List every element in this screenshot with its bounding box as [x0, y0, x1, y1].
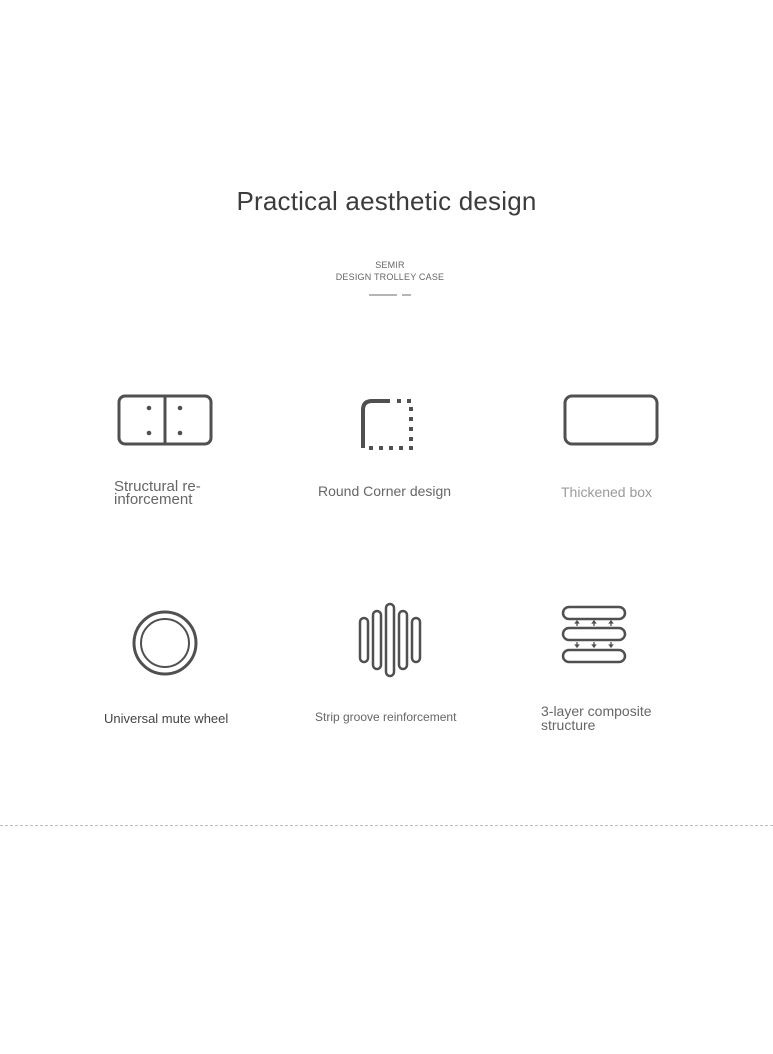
wheel-icon — [131, 608, 201, 678]
layers-icon — [560, 604, 628, 664]
brand-tagline: DESIGN TROLLEY CASE — [335, 272, 445, 282]
feature-label-structural: Structural re- inforcement — [114, 478, 201, 508]
rounded-rectangle-icon — [562, 393, 660, 447]
page-title: Practical aesthetic design — [236, 186, 537, 216]
split-box-icon — [116, 393, 214, 447]
feature-label-layers: 3-layer composite structure — [541, 703, 652, 733]
accent-dash-long — [369, 294, 397, 296]
feature-label-groove: Strip groove reinforcement — [315, 710, 457, 724]
round-corner-icon — [358, 396, 416, 454]
brand-subtitle — [0, 259, 773, 283]
groove-strips-icon — [357, 601, 423, 679]
feature-label-wheel: Universal mute wheel — [104, 711, 229, 726]
feature-label-thickened: Thickened box — [561, 484, 653, 500]
feature-label-round-corner: Round Corner design — [318, 483, 452, 499]
accent-dash-short — [402, 294, 411, 296]
dashed-divider — [0, 825, 773, 826]
brand-name: SEMIR — [375, 260, 405, 270]
